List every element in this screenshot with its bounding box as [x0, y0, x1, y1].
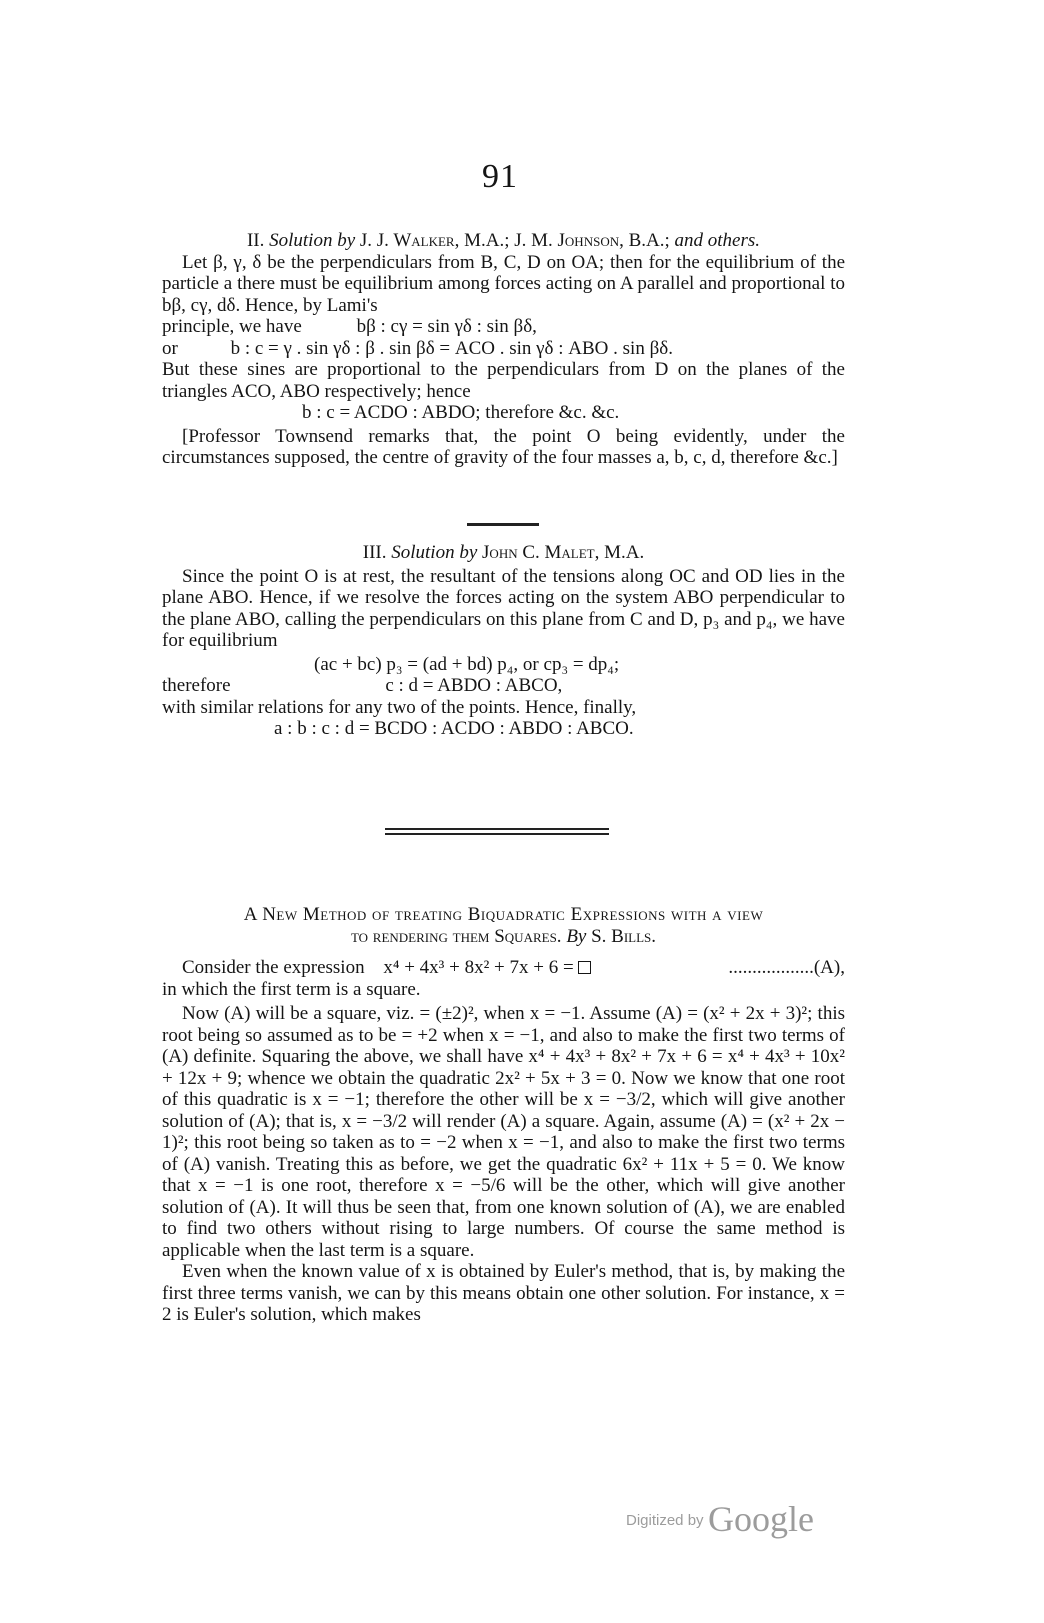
equation: b : c = ACDO : ABDO; therefore &c. &c.	[302, 402, 620, 423]
section-divider	[467, 523, 539, 526]
article-title-main: to rendering them Squares.	[350, 925, 562, 947]
heading-solution-by: Solution by	[391, 542, 478, 563]
consider-equation: x⁴ + 4x³ + 8x² + 7x + 6 =	[383, 957, 574, 978]
paragraph: Now (A) will be a square, viz. = (±2)², when x = −1. Assume (A) = (x² + 2x + 3)²; this root being so assumed as to be = +2 when x = −1, and also to make the first two terms of (A) definite. Squaring the above, we shall have x⁴ + 4x³ + 8x² + 7x + 6 = x⁴ + 4x³ + 10x² + 12x + 9; whence we obtain the quadratic 2x² + 5x + 3 = 0. Now we know that one root of this quadratic is x = −1; therefore the other will be x = −3/2, which will give another solution of (A); that is, x = −3/2 will render (A) a square. Again, assume (A) = (x² + 2x − 1)²; this root being so taken as to = −2 when x = −1, and also to make the first two terms of (A) vanish. Treating this as before, we get the quadratic 6x² + 11x + 5 = 0. We know that x = −1 is one root, therefore x = −5/6 will be the other, which will give another solution of (A). It will thus be seen that, from one known solution of (A), we are enabled to find two others without rising to large numbers. Of course the same method is applicable when the last term is a square.	[162, 1003, 845, 1261]
equation: b : c = γ . sin γδ : β . sin βδ = ACO . sin γδ : ABO . sin βδ.	[230, 337, 673, 359]
equation: a : b : c : d = BCDO : ACDO : ABDO : ABCO.	[274, 718, 634, 739]
heading-number: III.	[362, 542, 387, 563]
equation-line	[162, 338, 845, 360]
solution-3-heading	[162, 542, 845, 564]
equation: c : d = ABDO : ABCO,	[385, 675, 563, 696]
solution-3-section	[162, 542, 845, 740]
article-section	[162, 904, 845, 1326]
paragraph: with similar relations for any two of the points. Hence, finally,	[162, 696, 637, 718]
consider-line	[162, 957, 845, 979]
article-title-line-2	[162, 926, 845, 948]
heading-others: and others.	[674, 230, 761, 251]
paragraph: But these sines are proportional to the perpendiculars from D on the planes of the triangles ACO, ABO respectively; hence	[162, 359, 845, 402]
equation: bβ : cγ = sin γδ : sin βδ,	[356, 316, 537, 337]
equation-tag: ..................(A),	[728, 957, 845, 978]
consider-text: Consider the expression	[182, 957, 365, 978]
heading-author: John C. Malet, M.A.	[482, 542, 645, 563]
paragraph: Even when the known value of x is obtained by Euler's method, that is, by making the first three terms vanish, we can by this means obtain one other solution. For instance, x = 2 is Euler's solution, which makes	[162, 1261, 845, 1325]
heading-number: II.	[246, 230, 265, 251]
square-symbol	[578, 961, 591, 974]
heading-solution-by: Solution by	[269, 230, 356, 251]
google-logo: Google	[708, 1499, 814, 1539]
equation-line	[162, 316, 845, 338]
note-paragraph: [Professor Townsend remarks that, the point O being evidently, under the circumstances supposed, the centre of gravity of the four masses a, b, c, d, therefore &c.]	[162, 425, 845, 468]
paragraph: Since the point O is at rest, the resultant of the tensions along OC and OD lies in the plane ABO. Hence, if we resolve the forces acting on the system ABO perpendicular to the plane ABO, calling the perpendiculars on this plane from C and D, p₃ and p₄, we have for equilibrium	[162, 565, 845, 651]
solution-2-section	[162, 230, 845, 469]
equation: (ac + bc) p₃ = (ad + bd) p₄, or cp₃ = dp₄;	[314, 653, 620, 675]
equation-label: or	[162, 337, 178, 359]
paragraph: Let β, γ, δ be the perpendiculars from B, C, D on OA; then for the equilibrium of the particle a there must be equilibrium among forces acting on A parallel and proportional to bβ, cγ, dδ. Hence, by Lami's	[162, 251, 845, 316]
equation-label: therefore	[162, 675, 231, 696]
article-title-line-1: A New Method of treating Biquadratic Expressions with a view	[243, 904, 764, 925]
paragraph: in which the first term is a square.	[162, 978, 421, 1000]
article-title-by: By	[566, 925, 587, 947]
double-rule-top	[385, 828, 609, 830]
digitized-by-google-watermark	[626, 1498, 814, 1540]
page-number: 91	[482, 158, 518, 195]
double-rule-bottom	[385, 833, 609, 835]
equation-label: principle, we have	[162, 316, 302, 337]
watermark-small: Digitized by	[626, 1512, 704, 1529]
heading-authors: J. J. Walker, M.A.; J. M. Johnson, B.A.;	[359, 230, 670, 251]
article-author: S. Bills.	[591, 925, 657, 947]
solution-2-heading	[162, 230, 845, 252]
equation-line	[162, 675, 845, 697]
